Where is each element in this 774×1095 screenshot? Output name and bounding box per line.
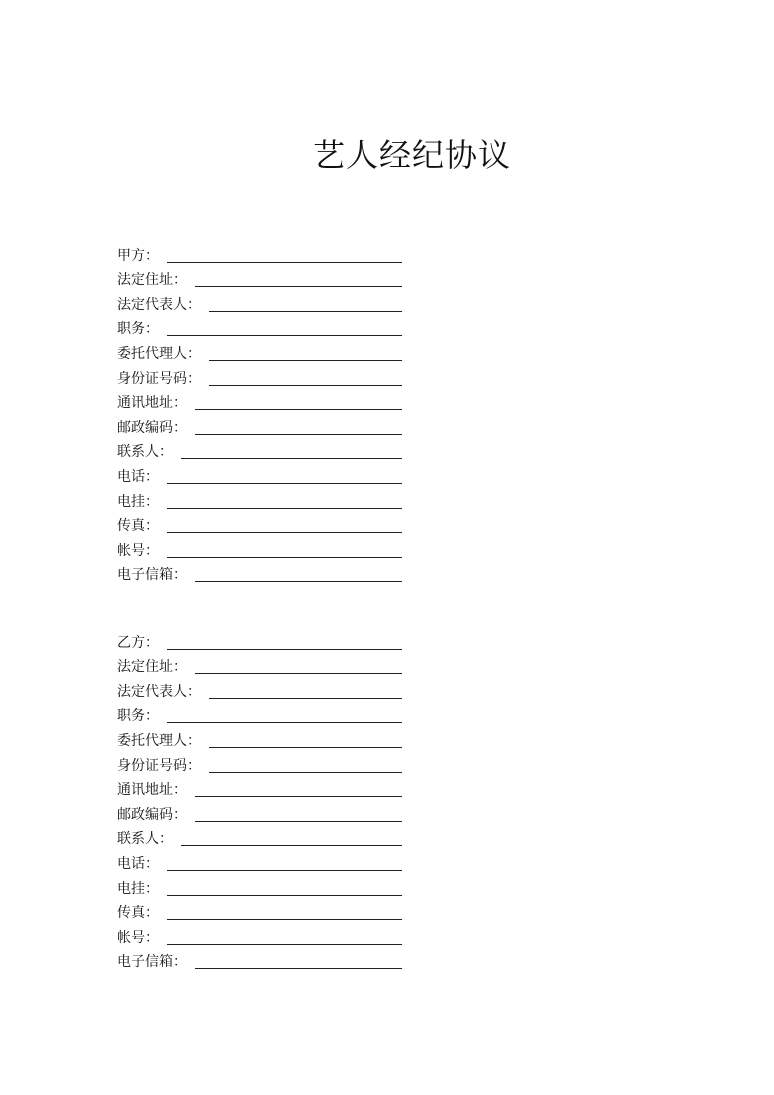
fill-in-blank[interactable] — [167, 248, 402, 263]
fill-in-blank[interactable] — [209, 371, 402, 386]
field-label: 委托代理人： — [117, 345, 201, 362]
fill-in-blank[interactable] — [195, 954, 402, 969]
fill-in-blank[interactable] — [195, 807, 402, 822]
fill-in-blank[interactable] — [167, 905, 402, 920]
field-label: 通讯地址： — [117, 782, 187, 799]
form-field-row — [117, 725, 402, 750]
form-field-row — [117, 560, 402, 585]
fill-in-blank[interactable] — [181, 444, 402, 459]
field-label: 法定住址： — [117, 659, 187, 676]
field-label: 法定住址： — [117, 272, 187, 289]
form-field-row — [117, 461, 402, 486]
field-label: 电子信箱： — [117, 567, 187, 584]
form-field-row — [117, 848, 402, 873]
field-label: 传真： — [117, 905, 159, 922]
field-label: 甲方： — [117, 247, 159, 264]
form-field-row — [117, 265, 402, 290]
form-field-row — [117, 750, 402, 775]
fill-in-blank[interactable] — [209, 758, 402, 773]
field-label: 法定代表人： — [117, 683, 201, 700]
fill-in-blank[interactable] — [209, 684, 402, 699]
field-label: 电子信箱： — [117, 954, 187, 971]
form-field-row — [117, 898, 402, 923]
field-label: 职务： — [117, 321, 159, 338]
fill-in-blank[interactable] — [167, 881, 402, 896]
field-label: 电挂： — [117, 493, 159, 510]
field-label: 电话： — [117, 468, 159, 485]
form-field-row — [117, 240, 402, 265]
form-field-row — [117, 289, 402, 314]
party-b-section — [117, 627, 402, 971]
form-field-row — [117, 511, 402, 536]
field-label: 帐号： — [117, 542, 159, 559]
fill-in-blank[interactable] — [167, 469, 402, 484]
fill-in-blank[interactable] — [195, 782, 402, 797]
party-a-section — [117, 240, 402, 584]
fill-in-blank[interactable] — [195, 659, 402, 674]
fill-in-blank[interactable] — [167, 708, 402, 723]
fill-in-blank[interactable] — [167, 518, 402, 533]
field-label: 职务： — [117, 708, 159, 725]
field-label: 身份证号码： — [117, 370, 201, 387]
form-field-row — [117, 701, 402, 726]
field-label: 邮政编码： — [117, 419, 187, 436]
field-label: 通讯地址： — [117, 395, 187, 412]
fill-in-blank[interactable] — [195, 420, 402, 435]
form-field-row — [117, 775, 402, 800]
form-field-row — [117, 922, 402, 947]
field-label: 电挂： — [117, 880, 159, 897]
form-field-row — [117, 388, 402, 413]
form-field-row — [117, 412, 402, 437]
form-field-row — [117, 486, 402, 511]
form-field-row — [117, 535, 402, 560]
form-field-row — [117, 873, 402, 898]
fill-in-blank[interactable] — [209, 733, 402, 748]
fill-in-blank[interactable] — [167, 321, 402, 336]
fill-in-blank[interactable] — [167, 635, 402, 650]
fill-in-blank[interactable] — [167, 494, 402, 509]
fill-in-blank[interactable] — [195, 567, 402, 582]
fill-in-blank[interactable] — [167, 543, 402, 558]
form-field-row — [117, 627, 402, 652]
form-field-row — [117, 947, 402, 972]
fill-in-blank[interactable] — [209, 346, 402, 361]
fill-in-blank[interactable] — [181, 831, 402, 846]
form-field-row — [117, 338, 402, 363]
fill-in-blank[interactable] — [195, 395, 402, 410]
field-label: 邮政编码： — [117, 806, 187, 823]
field-label: 身份证号码： — [117, 757, 201, 774]
form-field-row — [117, 824, 402, 849]
field-label: 委托代理人： — [117, 732, 201, 749]
form-field-row — [117, 314, 402, 339]
form-field-row — [117, 652, 402, 677]
document-title: 艺人经纪协议 — [312, 136, 511, 174]
field-label: 乙方： — [117, 634, 159, 651]
form-field-row — [117, 676, 402, 701]
form-field-row — [117, 437, 402, 462]
fill-in-blank[interactable] — [167, 930, 402, 945]
fill-in-blank[interactable] — [195, 272, 402, 287]
field-label: 电话： — [117, 855, 159, 872]
field-label: 法定代表人： — [117, 296, 201, 313]
fill-in-blank[interactable] — [209, 297, 402, 312]
fill-in-blank[interactable] — [167, 856, 402, 871]
form-field-row — [117, 799, 402, 824]
field-label: 传真： — [117, 518, 159, 535]
form-field-row — [117, 363, 402, 388]
field-label: 联系人： — [117, 444, 173, 461]
field-label: 联系人： — [117, 831, 173, 848]
field-label: 帐号： — [117, 929, 159, 946]
